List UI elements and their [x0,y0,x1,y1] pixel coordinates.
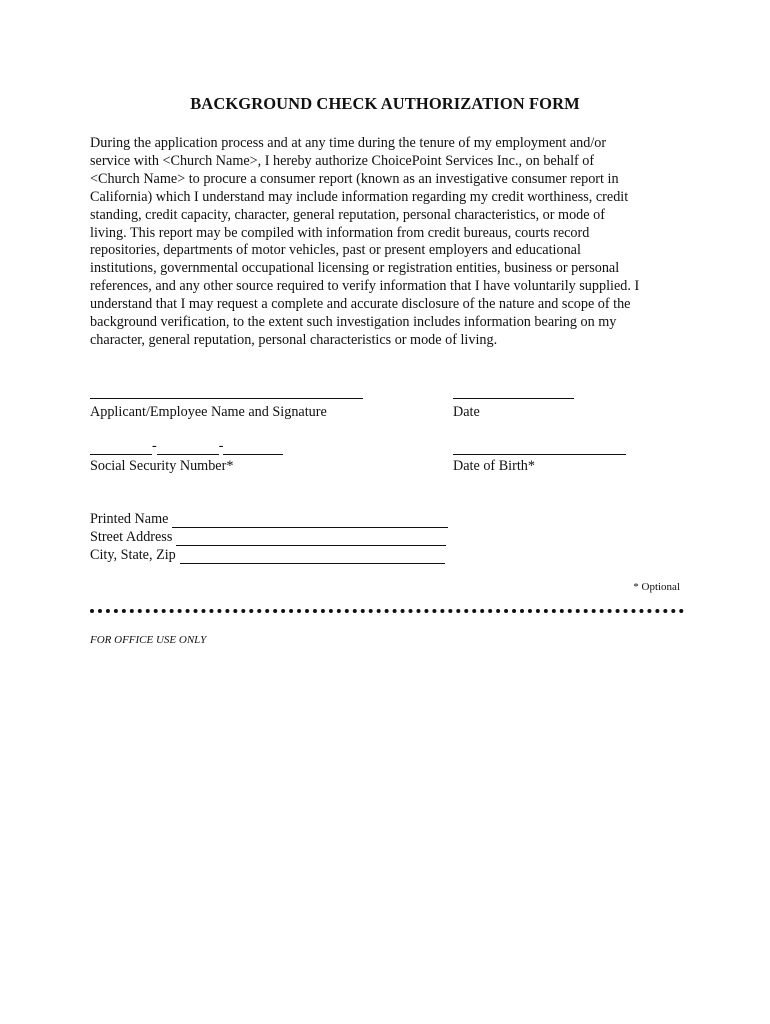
ssn-segment-3[interactable] [223,436,283,455]
optional-note: * Optional [633,581,680,593]
city-state-zip-line[interactable] [180,549,445,564]
ssn-label: Social Security Number* [90,458,234,474]
paragraph-line: standing, credit capacity, character, general reputation, personal characteristics, or mode of [90,206,605,223]
ssn-segment-1[interactable] [90,436,152,455]
paragraph-line: understand that I may request a complete and accurate disclosure of the nature and scope of the [90,296,631,313]
name-signature-line[interactable] [90,398,363,399]
form-title: BACKGROUND CHECK AUTHORIZATION FORM [190,94,580,113]
dotted-divider [90,609,684,613]
office-use-label: FOR OFFICE USE ONLY [90,634,207,646]
date-line[interactable] [453,398,574,399]
printed-name-field [90,511,448,528]
street-address-field [90,529,446,546]
ssn-field[interactable] [90,436,283,455]
paragraph-line: character, general reputation, personal characteristics or mode of living. [90,331,498,348]
printed-name-label: Printed Name [90,511,169,527]
paragraph-line: institutions, governmental occupational licensing or registration entities, business or personal [90,260,620,277]
paragraph-line: During the application process and at any time during the tenure of my employment and/or [90,135,607,151]
ssn-dash: - [218,438,224,454]
paragraph-line: service with <Church Name>, I hereby authorize ChoicePoint Services Inc., on behalf of [90,152,595,169]
name-signature-label: Applicant/Employee Name and Signature [90,404,327,420]
city-state-zip-field [90,547,445,564]
paragraph-line: repositories, departments of motor vehicles, past or present employers and educational [90,242,581,259]
dob-line[interactable] [453,454,626,455]
city-state-zip-label: City, State, Zip [90,547,176,563]
paragraph-line: living. This report may be compiled with information from credit bureaus, courts record [90,224,590,241]
street-address-line[interactable] [176,531,446,546]
paragraph-line: California) which I understand may include information regarding my credit worthiness, credit [90,188,629,205]
printed-name-line[interactable] [172,513,448,528]
paragraph-line: background verification, to the extent such investigation includes information bearing on my [90,314,617,331]
paragraph-line: references, and any other source required to verify information that I have voluntarily supplied. I [90,278,640,295]
ssn-segment-2[interactable] [157,436,219,455]
street-address-label: Street Address [90,529,173,545]
ssn-dash: - [152,438,157,454]
dob-label: Date of Birth* [453,458,535,474]
paragraph-line: <Church Name> to procure a consumer report (known as an investigative consumer report in [90,170,619,187]
date-label: Date [453,404,480,420]
authorization-paragraph [90,135,682,350]
